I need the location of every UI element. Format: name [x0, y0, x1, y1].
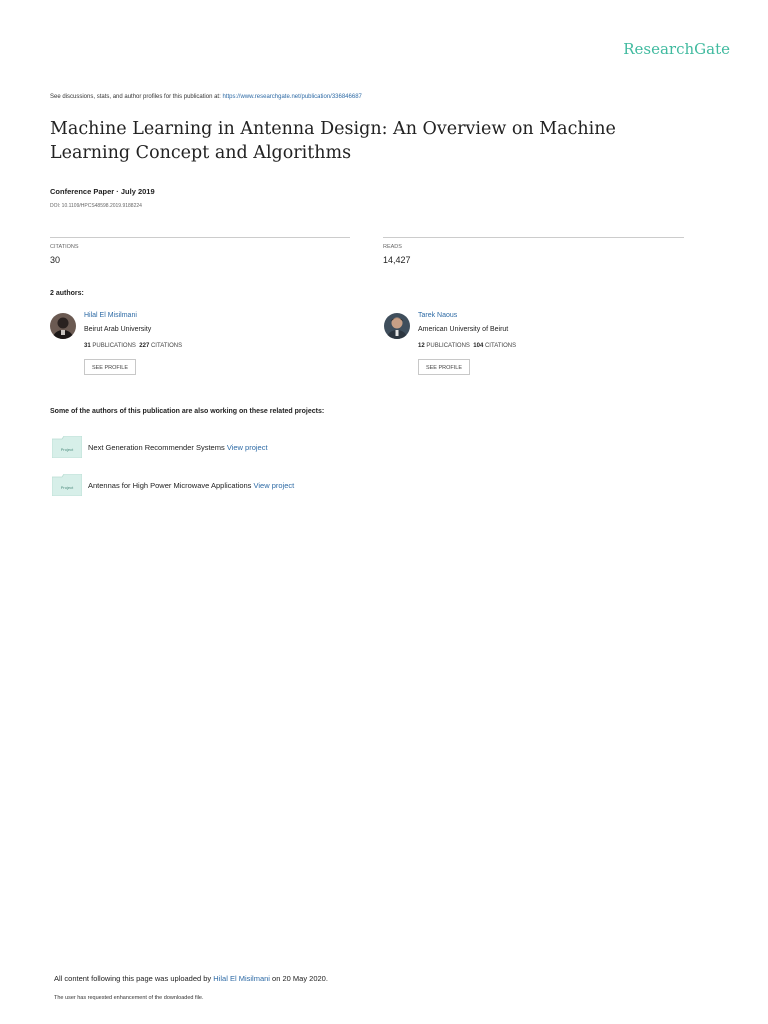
project-title: Antennas for High Power Microwave Applications [88, 481, 252, 490]
upload-prefix: All content following this page was uploaded by [54, 974, 214, 983]
citations-count: 227 [139, 343, 150, 349]
divider-reads [383, 237, 684, 238]
publications-count: 31 [84, 343, 91, 349]
author-metrics [84, 343, 182, 349]
upload-notice [54, 974, 328, 983]
publication-url-link[interactable]: https://www.researchgate.net/publication/336846687 [222, 94, 362, 100]
authors-heading: 2 authors: [50, 290, 84, 297]
see-profile-button[interactable]: SEE PROFILE [418, 359, 470, 375]
avatar[interactable] [50, 313, 76, 339]
author-name-link[interactable]: Tarek Naous [418, 312, 458, 319]
reads-value: 14,427 [383, 255, 411, 265]
project-icon-label: Project [60, 447, 74, 452]
discussion-prefix: See discussions, stats, and author profiles for this publication at: [50, 94, 223, 100]
see-profile-button[interactable]: SEE PROFILE [84, 359, 136, 375]
author-photo-icon [384, 313, 410, 339]
reads-label: READS [383, 244, 402, 250]
related-projects-heading: Some of the authors of this publication are also working on these related projects: [50, 408, 325, 415]
citations-count: 104 [473, 343, 484, 349]
divider-citations [50, 237, 350, 238]
project-folder-icon [52, 474, 82, 496]
publications-count: 12 [418, 343, 425, 349]
project-icon-label: Project [60, 485, 74, 490]
author-photo-icon [50, 313, 76, 339]
publications-label: PUBLICATIONS [92, 343, 136, 349]
discussion-line [50, 94, 362, 100]
view-project-link[interactable]: View project [253, 481, 295, 490]
enhancement-note: The user has requested enhancement of the downloaded file. [54, 995, 204, 1001]
citations-label: CITATIONS [50, 244, 79, 250]
project-item [88, 443, 268, 452]
view-project-link[interactable]: View project [226, 443, 268, 452]
publications-label: PUBLICATIONS [426, 343, 470, 349]
citations-label: CITATIONS [484, 343, 517, 349]
citations-value: 30 [50, 255, 61, 265]
author-name-link[interactable]: Hilal El Misilmani [84, 312, 137, 319]
avatar[interactable] [384, 313, 410, 339]
researchgate-logo[interactable]: ResearchGate [623, 40, 730, 58]
author-metrics [418, 343, 516, 349]
upload-suffix: on 20 May 2020. [269, 974, 328, 983]
paper-type-date: Conference Paper · July 2019 [50, 187, 155, 196]
project-title: Next Generation Recommender Systems [88, 443, 225, 452]
author-institution: Beirut Arab University [84, 326, 152, 333]
paper-title: Machine Learning in Antenna Design: An Overview on Machine Learning Concept and Algorithms [50, 119, 616, 163]
uploader-link[interactable]: Hilal El Misilmani [213, 974, 270, 983]
project-folder-icon [52, 436, 82, 458]
paper-doi: DOI: 10.1109/HPCS48598.2019.9188224 [50, 203, 142, 209]
project-item [88, 481, 294, 490]
citations-label: CITATIONS [150, 343, 183, 349]
author-institution: American University of Beirut [418, 326, 509, 333]
